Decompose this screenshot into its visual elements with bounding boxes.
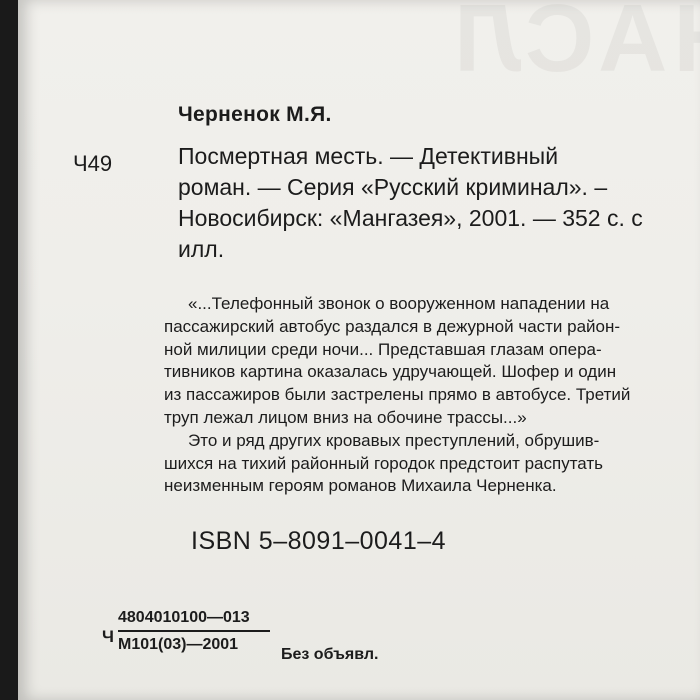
isbn-number: ISBN 5–8091–0041–4 <box>191 527 447 555</box>
book-imprint-page <box>18 0 700 700</box>
annotation-line: тивников картина оказалась удручающей. Шофер и один <box>164 362 617 382</box>
annotation-line: из пассажиров были застрелены прямо в автобусе. Третий <box>164 385 631 405</box>
author-heading: Черненок М.Я. <box>178 103 332 126</box>
annotation-line: шихся на тихий районный городок предстоит распутать <box>164 453 604 473</box>
entry-line: Новосибирск: «Мангазея», 2001. — 352 с. с <box>178 205 643 231</box>
classification-code: Ч49 <box>73 151 113 176</box>
annotation-line: ной милиции среди ночи... Представшая глазам опера- <box>164 339 602 359</box>
entry-line: роман. — Серия «Русский криминал». – <box>178 174 608 200</box>
fraction-numerator: 4804010100—013 <box>118 609 250 626</box>
entry-line: Посмертная месть. — Детективный <box>178 143 559 169</box>
fraction-denominator: М101(03)—2001 <box>118 636 239 653</box>
bibliographic-entry <box>178 141 700 265</box>
entry-line: илл. <box>178 236 225 262</box>
annotation-line: труп лежал лицом вниз на обочине трассы...» <box>164 407 527 427</box>
index-letter: Ч <box>102 627 114 646</box>
annotation-line: Это и ряд других кровавых преступлений, обрушив- <box>188 430 600 450</box>
annotation-line: пассажирский автобус раздался в дежурной части район- <box>164 316 621 336</box>
annotation-line: неизменным героям романов Михаила Черненка. <box>164 476 557 496</box>
annotation <box>164 293 700 498</box>
catalog-fraction <box>118 609 270 654</box>
annotation-line: «...Телефонный звонок о вооруженном нападении на <box>188 294 610 313</box>
show-through-shading <box>448 0 700 94</box>
announcement-note: Без объявл. <box>281 646 379 663</box>
